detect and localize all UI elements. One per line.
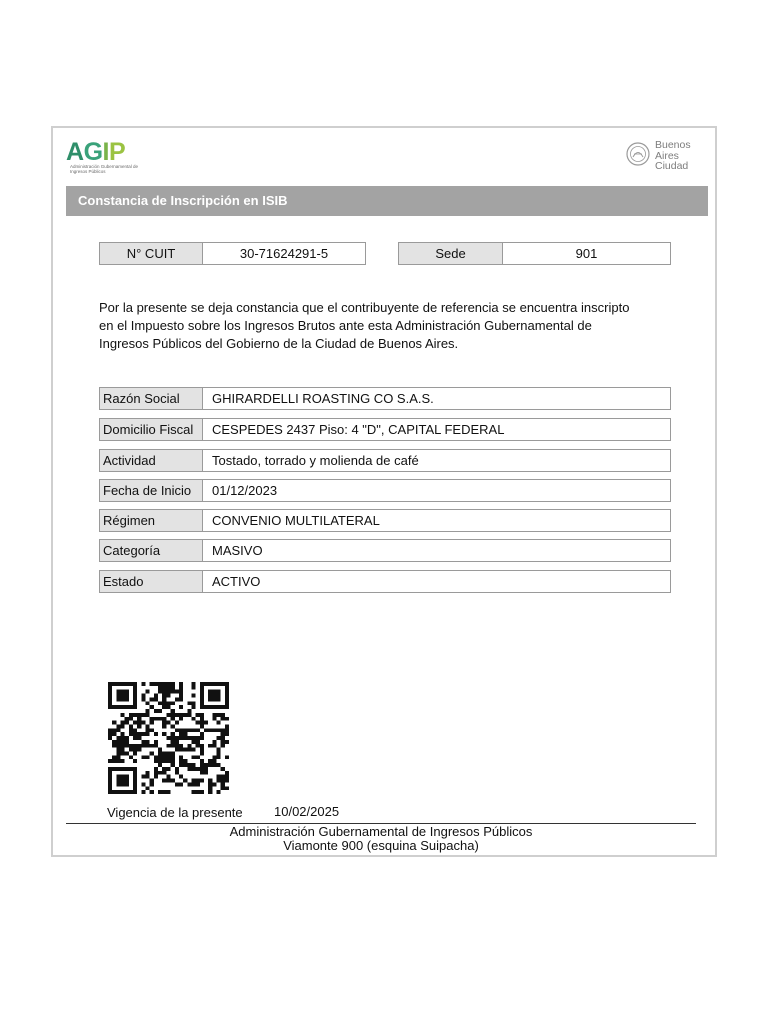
agip-logo-subtitle: Administración Gubernamental de Ingresos Públicos bbox=[70, 164, 139, 174]
certification-paragraph: Por la presente se deja constancia que el contribuyente de referencia se encuentra inscripto en el Impuesto sobre los Ingresos Brutos ante esta Administración Gubernamental de Ingresos Públicos del Gobierno de la Ciudad de Buenos Aires. bbox=[99, 300, 630, 351]
footer-agency-name: Administración Gubernamental de Ingresos Públicos bbox=[229, 824, 533, 839]
estado-label: Estado bbox=[99, 570, 203, 593]
domicilio-fiscal-label: Domicilio Fiscal bbox=[99, 418, 203, 441]
vigencia-value: 10/02/2025 bbox=[274, 804, 340, 819]
page-title: Constancia de Inscripción en ISIB bbox=[66, 186, 708, 216]
buenos-aires-emblem-icon bbox=[626, 142, 650, 166]
razon-social-label: Razón Social bbox=[99, 387, 203, 410]
cuit-value: 30-71624291-5 bbox=[202, 242, 366, 265]
regimen-value: CONVENIO MULTILATERAL bbox=[202, 509, 671, 532]
vigencia-label: Vigencia de la presente bbox=[107, 805, 243, 820]
agip-logo: AGIP Administración Gubernamental de Ingresos Públicos bbox=[66, 138, 139, 174]
razon-social-value: GHIRARDELLI ROASTING CO S.A.S. bbox=[202, 387, 671, 410]
categoria-value: MASIVO bbox=[202, 539, 671, 562]
cuit-label: N° CUIT bbox=[99, 242, 203, 265]
sede-label: Sede bbox=[398, 242, 503, 265]
fecha-inicio-value: 01/12/2023 bbox=[202, 479, 671, 502]
fecha-inicio-label: Fecha de Inicio bbox=[99, 479, 203, 502]
buenos-aires-logo bbox=[626, 140, 706, 172]
qr-code-icon bbox=[108, 682, 229, 794]
sede-value: 901 bbox=[502, 242, 671, 265]
domicilio-fiscal-value: CESPEDES 2437 Piso: 4 "D", CAPITAL FEDERAL bbox=[202, 418, 671, 441]
estado-value: ACTIVO bbox=[202, 570, 671, 593]
footer-address: Viamonte 900 (esquina Suipacha) bbox=[283, 838, 479, 853]
categoria-label: Categoría bbox=[99, 539, 203, 562]
actividad-value: Tostado, torrado y molienda de café bbox=[202, 449, 671, 472]
actividad-label: Actividad bbox=[99, 449, 203, 472]
regimen-label: Régimen bbox=[99, 509, 203, 532]
buenos-aires-logo-text: Buenos Aires Ciudad bbox=[655, 139, 691, 172]
